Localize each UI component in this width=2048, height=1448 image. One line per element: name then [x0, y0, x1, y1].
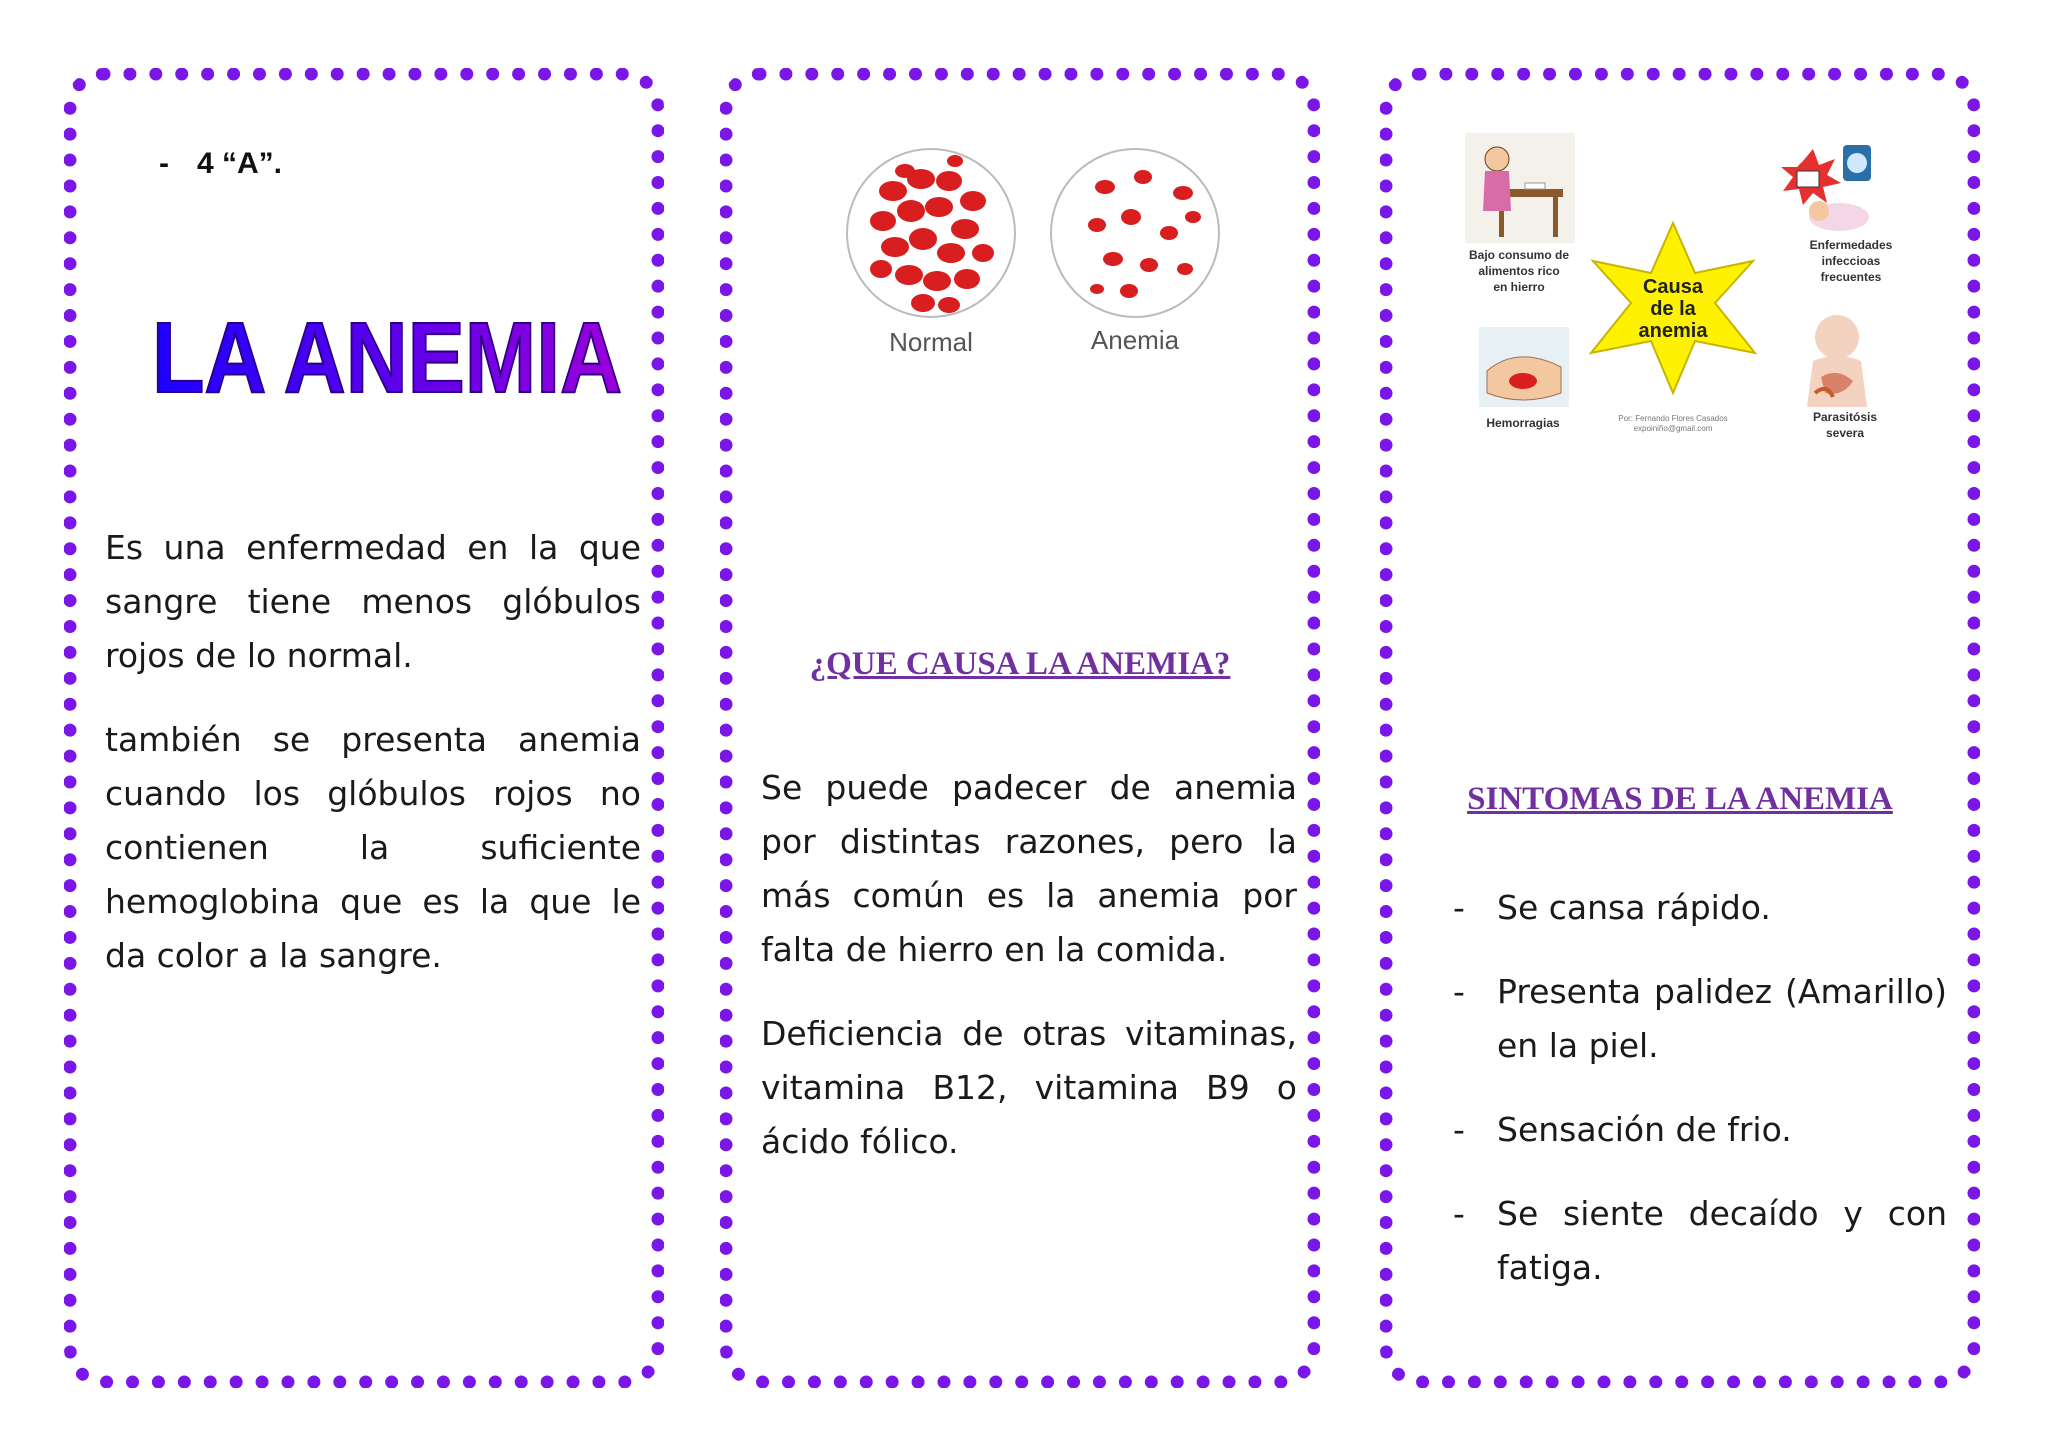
- eating-person-icon: [1465, 133, 1575, 243]
- blood-cells-figure: [843, 141, 1223, 381]
- cause-diet-line-2: alimentos rico: [1478, 264, 1560, 278]
- normal-caption: Normal: [889, 327, 973, 357]
- symptoms-list: [1453, 881, 1947, 1325]
- class-label: [159, 147, 282, 181]
- cause-infection-line-1: Enfermedades: [1809, 238, 1893, 252]
- list-dash: -: [1453, 888, 1465, 927]
- blood-cells-illustration: [843, 141, 1223, 381]
- list-dash: -: [1453, 1194, 1465, 1233]
- causes-paragraph-1: Se puede padecer de anemia por distintas razones, pero la más común es la anemia por falta de hierro en la comida.: [761, 768, 1297, 969]
- causes-diagram: [1463, 131, 1923, 471]
- diagram-credit-line-1: Por: Fernando Flores Casados: [1618, 414, 1728, 423]
- star-text-2: de la: [1650, 298, 1696, 320]
- intro-text: [105, 521, 641, 1013]
- diagram-credit-line-2: expoiniño@gmail.com: [1633, 424, 1713, 433]
- causes-heading: ¿QUE CAUSA LA ANEMIA?: [809, 646, 1231, 682]
- symptoms-heading: SINTOMAS DE LA ANEMIA: [1467, 781, 1893, 817]
- hemorrhage-icon: [1479, 327, 1569, 407]
- cause-infection-line-2: infeccioas: [1821, 254, 1881, 268]
- list-item: [1453, 1187, 1947, 1295]
- list-item: [1453, 965, 1947, 1073]
- cause-parasites-line-1: Parasitósis: [1812, 410, 1878, 424]
- cause-parasites-line-2: severa: [1825, 426, 1865, 440]
- star-text-3: anemia: [1638, 320, 1708, 342]
- causes-text: [761, 761, 1297, 1199]
- star-text-1: Causa: [1642, 276, 1704, 298]
- intro-paragraph-2: también se presenta anemia cuando los glóbulos rojos no contienen la suficiente hemoglobina que es la que le da color a la sangre.: [105, 720, 641, 975]
- infection-icon: [1781, 145, 1871, 231]
- anemia-caption: Anemia: [1090, 325, 1180, 355]
- symptom-text: Se cansa rápido.: [1497, 888, 1771, 927]
- class-label-text: 4 “A”.: [197, 147, 283, 180]
- list-dash: -: [1453, 1110, 1465, 1149]
- page-title: [147, 296, 627, 416]
- title-text: LA ANEMIA: [152, 302, 622, 414]
- cause-infection-line-3: frecuentes: [1820, 270, 1882, 284]
- list-item: [1453, 881, 1947, 935]
- cause-hemorrhage: Hemorragias: [1486, 416, 1560, 430]
- parasite-icon: [1807, 315, 1867, 407]
- symptom-text: Sensación de frio.: [1497, 1110, 1792, 1149]
- symptom-text: Presenta palidez (Amarillo) en la piel.: [1497, 972, 1947, 1065]
- cause-diet-line-3: en hierro: [1493, 280, 1545, 294]
- brochure-panel-causes: [720, 68, 1320, 1388]
- brochure-panel-intro: [64, 68, 664, 1388]
- list-item: [1453, 1103, 1947, 1157]
- list-dash: -: [1453, 972, 1465, 1011]
- brochure-panel-symptoms: [1380, 68, 1980, 1388]
- cause-diet-line-1: Bajo consumo de: [1468, 248, 1570, 262]
- intro-paragraph-1: Es una enfermedad en la que sangre tiene menos glóbulos rojos de lo normal.: [105, 528, 641, 675]
- causes-paragraph-2: Deficiencia de otras vitaminas, vitamina B12, vitamina B9 o ácido fólico.: [761, 1014, 1297, 1161]
- class-label-dash: -: [159, 147, 169, 180]
- symptom-text: Se siente decaído y con fatiga.: [1497, 1194, 1947, 1287]
- title-wordart: [147, 296, 627, 416]
- causes-diagram-graphic: [1463, 131, 1923, 471]
